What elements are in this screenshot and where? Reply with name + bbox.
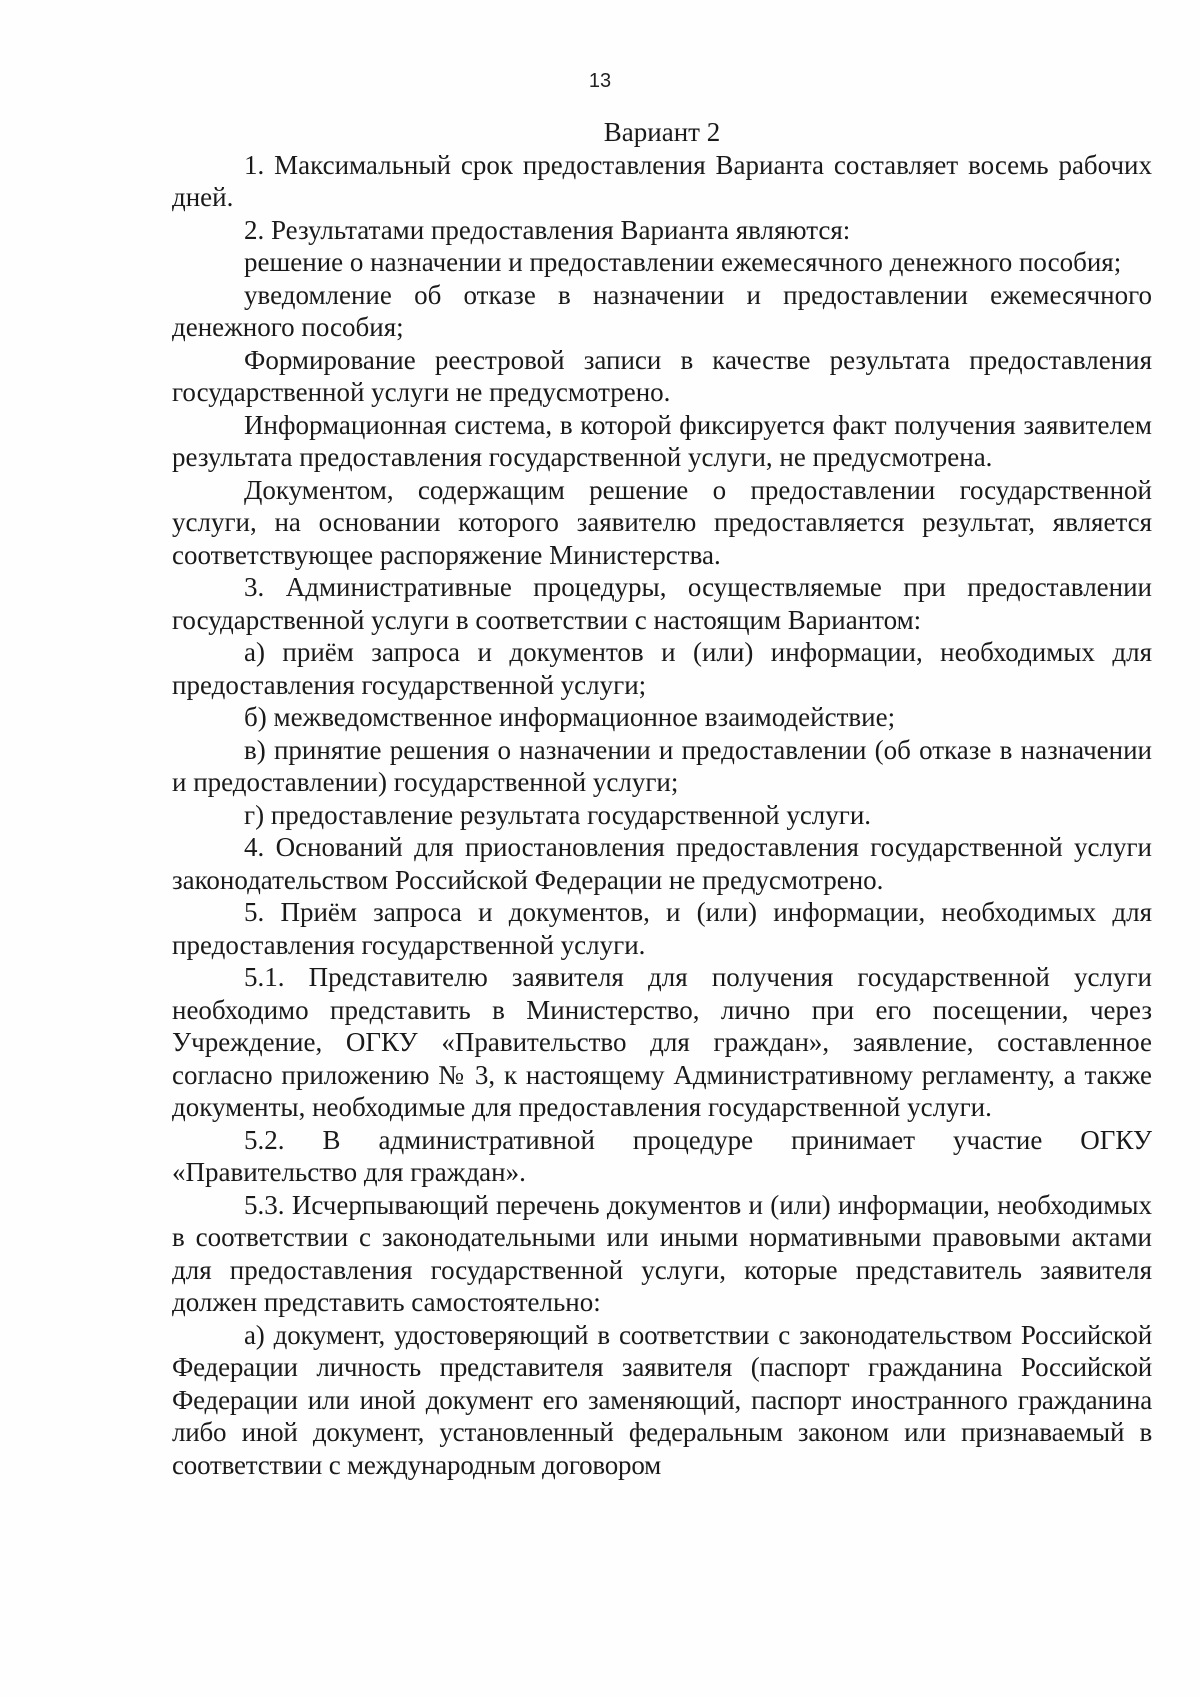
paragraph: 5.3. Исчерпывающий перечень документов и (или) информации, необходимых в соответствии с законодательными или иными нормативными правовыми актами для предоставления государственной услуги, которые представитель заявителя должен представить самостоятельно: [172, 1189, 1152, 1317]
paragraph: а) приём запроса и документов и (или) информации, необходимых для предоставления государственной услуги; [172, 637, 1152, 700]
paragraph: 5.1. Представителю заявителя для получения государственной услуги необходимо представить в Министерство, лично при его посещении, через Учреждение, ОГКУ «Правительство для граждан», заявление, составленное согласно приложению № 3, к настоящему Административному регламенту, а также документы, необходимые для предоставления государственной услуги. [172, 962, 1152, 1122]
paragraph: уведомление об отказе в назначении и предоставлении ежемесячного денежного пособия; [172, 279, 1152, 342]
paragraph: а) документ, удостоверяющий в соответствии с законодательством Российской Федерации личность представителя заявителя (паспорт гражданина Российской Федерации или иной документ его заменяющий, паспорт иностранного гражданина либо иной документ, установленный федеральным законом или признаваемый в соответствии с международным договором [172, 1319, 1152, 1480]
paragraph: 3. Административные процедуры, осуществляемые при предоставлении государственной услуги в соответствии с настоящим Вариантом: [172, 572, 1152, 635]
paragraph: г) предоставление результата государственной услуги. [244, 799, 872, 830]
paragraph: в) принятие решения о назначении и предоставлении (об отказе в назначении и предоставлении) государственной услуги; [172, 734, 1152, 797]
paragraph: б) межведомственное информационное взаимодействие; [244, 702, 896, 732]
section-heading: Вариант 2 [603, 117, 721, 147]
paragraph: Формирование реестровой записи в качестве результата предоставления государственной услуги не предусмотрено. [172, 344, 1152, 407]
paragraph: 5. Приём запроса и документов, и (или) информации, необходимых для предоставления государственной услуги. [172, 897, 1152, 960]
document-body [172, 116, 1152, 1481]
paragraph: 5.2. В административной процедуре принимает участие ОГКУ «Правительство для граждан». [172, 1124, 1152, 1187]
paragraph: 1. Максимальный срок предоставления Варианта составляет восемь рабочих дней. [172, 149, 1152, 212]
page-number: 13 [588, 70, 612, 92]
paragraph: решение о назначении и предоставлении ежемесячного денежного пособия; [244, 247, 1122, 277]
paragraph: 4. Оснований для приостановления предоставления государственной услуги законодательством Российской Федерации не предусмотрено. [172, 832, 1152, 895]
paragraph: 2. Результатами предоставления Варианта являются: [244, 214, 851, 245]
paragraph: Информационная система, в которой фиксируется факт получения заявителем результата предоставления государственной услуги, не предусмотрена. [172, 409, 1152, 472]
paragraph: Документом, содержащим решение о предоставлении государственной услуги, на основании которого заявителю предоставляется результат, является соответствующее распоряжение Министерства. [172, 474, 1152, 570]
